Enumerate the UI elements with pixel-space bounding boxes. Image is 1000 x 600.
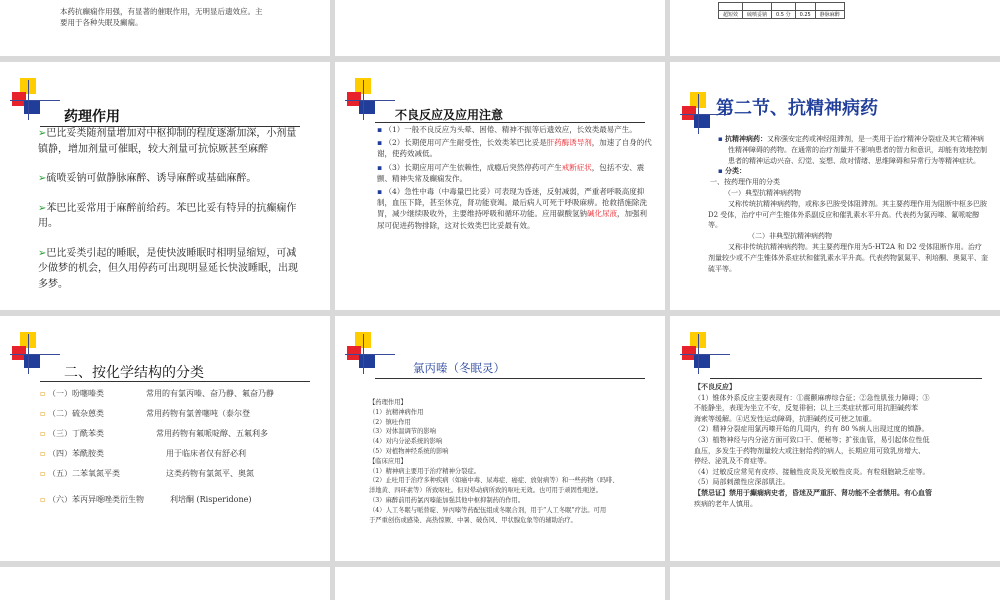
class-desc: 利培酮 (Risperidone) bbox=[169, 495, 252, 504]
subsection-heading: （二）非典型抗精神病药物 bbox=[748, 232, 832, 241]
text-line: 【药理作用】 bbox=[369, 399, 407, 406]
slide-body bbox=[38, 126, 304, 292]
slide-thumbnail-12[interactable] bbox=[670, 567, 1000, 600]
text-line: （1）抗精神病作用 bbox=[369, 408, 424, 416]
paragraph: 又称传统抗精神病药物，或称多巴胺受体阻滞剂。其主要药理作用为阻断中枢多巴胺 D2 受体，治疗中可产生锥体外系副反应和催乳素水平升高。代表药为氯丙嗪、氟哌啶醇等。 bbox=[708, 199, 987, 230]
slide-thumbnail-1[interactable] bbox=[0, 0, 330, 56]
list-item bbox=[38, 246, 304, 293]
class-desc: 常用的有氯丙嗪、奋乃静、氟奋乃静 bbox=[145, 389, 274, 398]
slide-body bbox=[377, 124, 653, 231]
list-item: ▫ （六）苯丙异噁唑类衍生物 利培酮 (Risperidone) bbox=[40, 495, 252, 504]
text-line: （3）植物神经与内分泌方面可致口干、便秘等；扩张血管，易引起体位性低 bbox=[694, 435, 930, 444]
highlighted-term: 戒断症状 bbox=[561, 162, 592, 172]
arrow-bullet-icon: ➢ bbox=[38, 247, 47, 259]
definition: ▪ 抗精神病药：又称强安定药或神经阻滞剂，是一类用于治疗精神分裂症及其它精神病性精神障碍的药物。在通常的治疗剂量并不影响患者的智力和意识，却能有效地控制患者的精神运动兴奋、幻觉、妄想、敌对情绪、思维障碍和异常行为等精神症状。 bbox=[718, 134, 987, 165]
class-list bbox=[40, 388, 330, 514]
divider bbox=[710, 378, 982, 379]
decorative-squares-icon bbox=[345, 78, 391, 124]
text-segment: ，包括不安、震颤、精神失常及癫痫发作。 bbox=[377, 162, 645, 183]
text-line: （2）止吐用于治疗多种疾病（如癌中毒、尿毒症、癌症、放射病等）和一些药物（吗啡、 bbox=[369, 477, 619, 485]
class-desc: 常用药物有氟哌啶醇、五氟利多 bbox=[155, 429, 268, 438]
text-line: （2）精神分裂症用氯丙嗪开始的几周内，约有 80 %病人出现过度的镇静。 bbox=[694, 425, 929, 434]
slide-thumbnail-10[interactable] bbox=[0, 567, 330, 600]
list-item-text: 硫喷妥钠可做静脉麻醉、诱导麻醉或基础麻醉。 bbox=[46, 173, 257, 184]
text-segment: ，加强利尿可促进药物排除，这对长效类巴比妥最有效。 bbox=[377, 209, 647, 230]
text-line: 【临床应用】 bbox=[369, 457, 407, 465]
list-item: ▪ （2）长期使用可产生耐受性，长效类苯巴比妥是肝药酶诱导剂，加速了自身的代谢，使药效减低。 bbox=[377, 138, 652, 159]
text-line: （4）人工冬眠与哌替啶、异丙嗪等药配伍组成冬眠合剂，用于“人工冬眠”疗法。可用 bbox=[369, 506, 607, 514]
list-item-text: （1）一般不良反应为头晕、困倦、精神不振等后遗效应，长效类最易产生。 bbox=[384, 125, 637, 134]
slide-body bbox=[708, 134, 988, 274]
text-line: 海索等缓解。④迟发性运动障碍，抗胆碱药反可使之加重。 bbox=[694, 414, 876, 423]
list-item-text: 巴比妥类随剂量增加对中枢抑制的程度逐渐加深，小剂量镇静，增加剂量可催眠，较大剂量可抗惊厥甚至麻醉 bbox=[38, 128, 297, 155]
slide-body bbox=[369, 398, 659, 525]
list-item-text: 巴比妥类引起的睡眠，是使快波睡眠时相明显缩短，可减少做梦的机会，但久用停药可出现明显延长快波睡眠，出现多梦。 bbox=[38, 247, 298, 290]
divider bbox=[40, 381, 310, 382]
text-line: 本药抗癫痫作用强，有显著的催眠作用，无明显后遗效应。主 bbox=[60, 7, 263, 16]
decorative-squares-icon bbox=[10, 78, 56, 124]
arrow-bullet-icon: ➢ bbox=[38, 173, 47, 184]
class-name: （五）二苯氧氮平类 bbox=[47, 469, 120, 478]
class-name: （一）吩噻嗪类 bbox=[47, 389, 104, 398]
definition-label: 抗精神病药： bbox=[724, 134, 767, 143]
text-line: （1）精神病主要用于治疗精神分裂症。 bbox=[369, 467, 481, 475]
list-item-text: 苯巴比妥常用于麻醉前给药。苯巴比妥有特异的抗癫痫作用。 bbox=[38, 202, 297, 229]
class-name: （三）丁酰苯类 bbox=[47, 429, 104, 438]
arrow-bullet-icon: ➢ bbox=[38, 128, 47, 139]
slide-thumbnail-2[interactable] bbox=[335, 0, 665, 56]
list-item: ▫ （三）丁酰苯类 常用药物有氟哌啶醇、五氟利多 bbox=[40, 429, 268, 438]
decorative-squares-icon bbox=[345, 332, 391, 378]
section-heading: 一、按药理作用的分类 bbox=[710, 178, 780, 187]
text-line: （4）对内分泌系统的影响 bbox=[369, 438, 443, 446]
classification-label-text: 分类： bbox=[724, 166, 746, 176]
slide-title: 药理作用 bbox=[64, 109, 120, 125]
text-segment: （4）急性中毒（中毒量巴比妥）可表现为昏迷，反射减弱，严重者呼吸高度抑制，血压下降，甚至休克，肾功能衰竭。最后病人可死于呼吸麻痹。抢救措施除洗胃，减少继续吸收外，主要维持呼吸和循环功能。应用碳酸氢钠 bbox=[377, 187, 647, 219]
arrow-bullet-icon: ➢ bbox=[38, 202, 47, 214]
text-line: 疾病的老年人慎用。 bbox=[694, 499, 757, 508]
text-line: （3）麻醉前用药氯丙嗪能加强其他中枢抑制药的作用。 bbox=[369, 496, 525, 504]
list-item: ▪ （4）急性中毒（中毒量巴比妥）可表现为昏迷，反射减弱，严重者呼吸高度抑制，血压下降，甚至休克，肾功能衰竭。最后病人可死于呼吸麻痹。抢救措施除洗胃，减少继续吸收外，主要维持呼吸和循环功能。应用碳酸氢钠碱化尿液，加强利尿可促进药物排除，这对长效类巴比妥最有效。 bbox=[377, 187, 647, 230]
text-line: 停经、泌乳及不育症等。 bbox=[694, 457, 771, 466]
slide-thumbnail-3[interactable] bbox=[670, 0, 1000, 56]
list-item: ▪ （3）长期应用可产生依赖性，成瘾后突然停药可产生戒断症状，包括不安、震颤、精神失常及癫痫发作。 bbox=[377, 162, 645, 183]
table-row bbox=[719, 11, 845, 19]
divider bbox=[375, 122, 645, 123]
slide-text bbox=[60, 6, 263, 28]
text-line: 于严重创伤或感染、高热惊厥、中暑、破伤风、甲状腺危象等的辅助治疗。 bbox=[369, 516, 577, 524]
class-name: （二）硫杂蒽类 bbox=[47, 409, 104, 418]
text-segment: （3）长期应用可产生依赖性，成瘾后突然停药可产生 bbox=[384, 162, 562, 172]
paragraph: 又称非传统抗精神病药物。其主要药理作用为5-HT2A 和 D2 受体阻断作用。治疗剂量较少或不产生锥体外系症状和催乳素水平升高。代表药物氯氮平、利培酮、奥氮平、奎硫平等。 bbox=[708, 242, 988, 273]
text-line: （5）局部刺激性应深部肌注。 bbox=[694, 478, 790, 487]
slide-title: 氯丙嗪（冬眠灵） bbox=[413, 361, 505, 375]
list-item: ▫ （二）硫杂蒽类 常用药物有氯普噻吨（泰尔登 bbox=[40, 409, 250, 418]
decorative-squares-icon bbox=[680, 332, 726, 378]
slide-thumbnail-9[interactable] bbox=[670, 316, 1000, 561]
text-line: 【不良反应】 bbox=[694, 382, 736, 391]
classification-label: ▪ 分类： bbox=[718, 166, 746, 176]
divider bbox=[375, 378, 645, 379]
text-line: 血压，多发生于药物剂量较大或注射给药的病人，长期应用可致乳房增大、 bbox=[694, 446, 925, 455]
text-line: （4）过敏反应常见有皮疹、接触性皮炎及光敏性皮炎。有粒细胞缺乏症等。 bbox=[694, 467, 930, 476]
table-cell: 硫喷妥钠 bbox=[743, 11, 772, 19]
slide-body bbox=[694, 382, 994, 509]
definition-text: 又称强安定药或神经阻滞剂，是一类用于治疗精神分裂症及其它精神病性精神障碍的药物。在通常的治疗剂量并不影响患者的智力和意识，却能有效地控制患者的精神运动兴奋、幻觉、妄想、敌对情绪、思维障碍和异常行为等精神症状。 bbox=[728, 135, 987, 165]
slide-title: 不良反应及应用注意 bbox=[395, 108, 504, 122]
slide-thumbnail-8[interactable] bbox=[335, 316, 665, 561]
slide-thumbnail-6[interactable] bbox=[670, 62, 1000, 310]
text-line: 洋地黄、四环素等）所致呕吐。但对晕动病所致的呕吐无效。也可用于顽固性呃逆。 bbox=[369, 487, 602, 495]
text-segment: （2）长期使用可产生耐受性，长效类苯巴比妥是 bbox=[384, 138, 547, 148]
class-desc: 常用药物有氯普噻吨（泰尔登 bbox=[145, 409, 250, 418]
table-cell: 0.25 bbox=[795, 11, 815, 19]
table-cell: 0.5 分 bbox=[772, 11, 796, 19]
table-cell: 超短效 bbox=[719, 11, 743, 19]
class-name: （六）苯丙异噁唑类衍生物 bbox=[47, 495, 144, 504]
class-desc: 这类药物有氯氮平、奥氮 bbox=[165, 469, 254, 478]
text-line: （3）对体温调节的影响 bbox=[369, 428, 436, 436]
list-item bbox=[38, 171, 304, 187]
class-name: （四）苯酰胺类 bbox=[47, 449, 104, 458]
slide-thumbnail-11[interactable] bbox=[335, 567, 665, 600]
highlighted-term: 碱化尿液 bbox=[587, 209, 617, 219]
list-item: ▫ （四）苯酰胺类 用于临床者仅有舒必利 bbox=[40, 449, 246, 458]
slide-title: 二、按化学结构的分类 bbox=[64, 365, 204, 381]
text-segment: ，加速了自身的代谢，使药效减低。 bbox=[377, 138, 652, 159]
decorative-squares-icon bbox=[10, 332, 56, 378]
text-line: （5）对植物神经系统的影响 bbox=[369, 447, 449, 455]
drug-table bbox=[718, 2, 845, 19]
list-item: ▫ （五）二苯氧氮平类 这类药物有氯氮平、奥氮 bbox=[40, 469, 254, 478]
text-line: 不能静坐，表现为坐立不安，反复徘徊；以上三类症状都可用抗胆碱药苯 bbox=[694, 404, 918, 413]
text-line: （1）锥体外系反应主要表现有：①震颤麻痹综合征；②急性肌张力障碍；③ bbox=[694, 393, 930, 402]
slide-title: 第二节、抗精神病药 bbox=[716, 98, 878, 119]
highlighted-term: 肝药酶诱导剂 bbox=[546, 138, 592, 148]
class-desc: 用于临床者仅有舒必利 bbox=[165, 449, 246, 458]
text-line: 【禁忌证】禁用于癫痫病史者，昏迷及严重肝、肾功能不全者禁用。有心血管 bbox=[694, 487, 932, 497]
slide-thumbnail-5[interactable] bbox=[335, 62, 665, 310]
list-item: ▪ （1）一般不良反应为头晕、困倦、精神不振等后遗效应，长效类最易产生。 bbox=[377, 125, 637, 134]
list-item bbox=[38, 126, 304, 157]
list-item bbox=[38, 201, 304, 232]
table-cell: 静脉麻醉 bbox=[815, 11, 844, 19]
list-item: ▫ （一）吩噻嗪类 常用的有氯丙嗪、奋乃静、氟奋乃静 bbox=[40, 389, 274, 398]
text-line: 要用于各种失眠及癫痫。 bbox=[60, 18, 143, 27]
text-line: （2）镇吐作用 bbox=[369, 418, 411, 426]
slide-thumbnail-4[interactable] bbox=[0, 62, 330, 310]
slide-thumbnail-7[interactable] bbox=[0, 316, 330, 561]
subsection-heading: （一）典型抗精神病药物 bbox=[724, 188, 801, 197]
